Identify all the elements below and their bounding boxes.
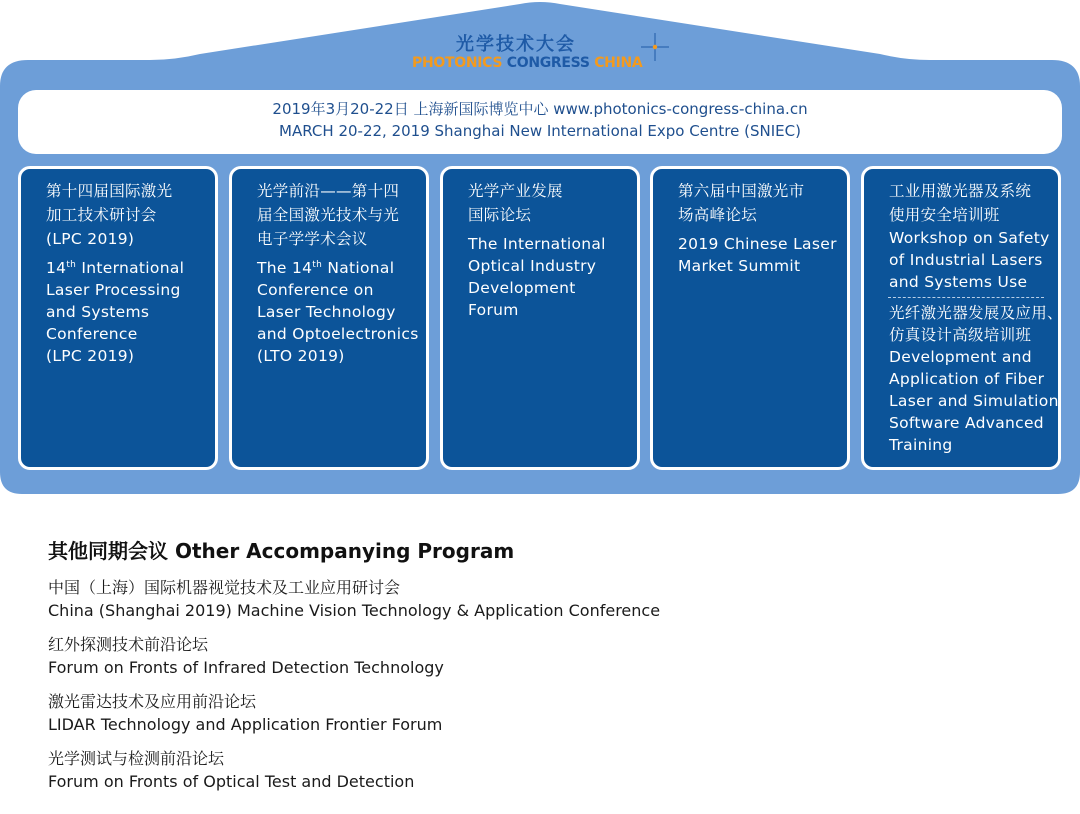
conference-card-training: 工业用激光器及系统 使用安全培训班 Workshop on Safety of Industrial Lasers and Systems Use 光纤激光器发展及应用、 仿真设计高级培训班 Development and Application of Fiber Laser and Simulation Software Advanced Training (861, 166, 1061, 470)
logo-title-cn: 光学技术大会 (456, 34, 576, 55)
event-date-en: MARCH 20-22, 2019 Shanghai New International Expo Centre (SNIEC) (279, 122, 801, 140)
logo-title-en: PHOTONICS CONGRESS CHINA (412, 55, 643, 71)
conference-card-industry-forum: 光学产业发展 国际论坛 The International Optical Industry Development Forum (440, 166, 640, 470)
conference-card-lpc: 第十四届国际激光 加工技术研讨会 (LPC 2019) 14th International Laser Processing and Systems Conference (LPC 2019) (18, 166, 218, 470)
event-date-cn: 2019年3月20-22日 上海新国际博览中心 www.photonics-congress-china.cn (272, 100, 808, 118)
card-divider (888, 297, 1044, 298)
program-item: 中国（上海）国际机器视觉技术及工业应用研讨会 China (Shanghai 2019) Machine Vision Technology & Application Conference (48, 578, 661, 620)
program-item: 光学测试与检测前沿论坛 Forum on Fronts of Optical Test and Detection (48, 749, 415, 791)
program-item: 激光雷达技术及应用前沿论坛 LIDAR Technology and Application Frontier Forum (48, 692, 443, 734)
conference-card-lto: 光学前沿——第十四 届全国激光技术与光 电子学学术会议 The 14th National Conference on Laser Technology and Optoelectronics (LTO 2019) (229, 166, 429, 470)
congress-logo (412, 30, 672, 80)
program-item: 红外探测技术前沿论坛 Forum on Fronts of Infrared Detection Technology (48, 635, 444, 677)
section-title: 其他同期会议 Other Accompanying Program (48, 539, 515, 563)
conference-card-market-summit: 第六届中国激光市 场高峰论坛 2019 Chinese Laser Market Summit (650, 166, 850, 470)
other-programs-section (48, 535, 1048, 804)
event-info-bar (18, 90, 1062, 154)
crosshair-star-icon (640, 32, 670, 62)
